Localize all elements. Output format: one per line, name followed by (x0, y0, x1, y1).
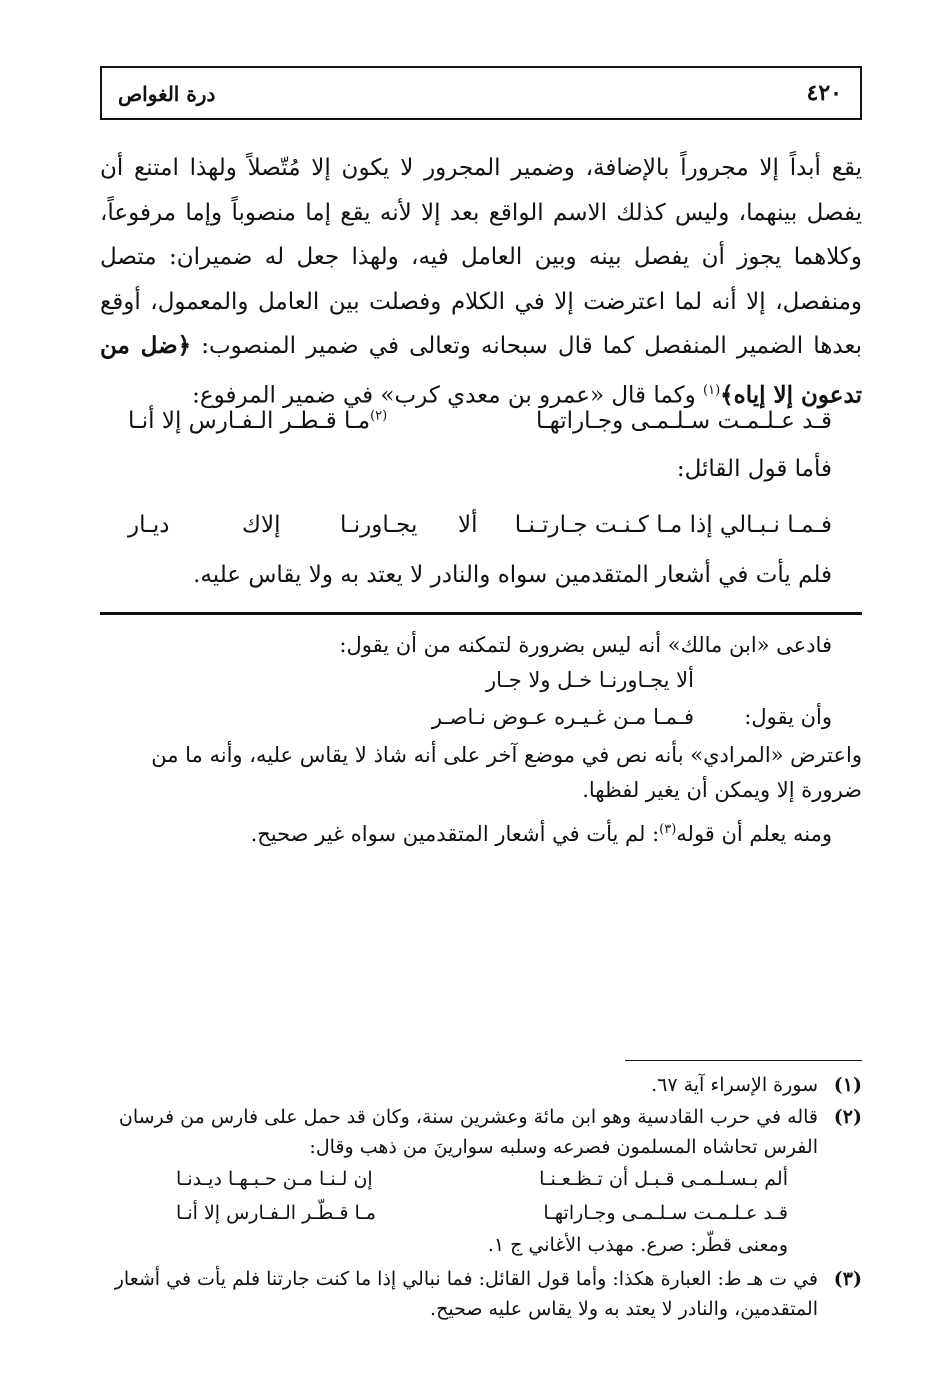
footnote-ref-1: (١) (703, 382, 721, 398)
verse2-word: ديـار (128, 512, 170, 538)
footnote-ref-2: (٢) (370, 408, 388, 424)
paragraph-closing-line: فلم يأت في أشعار المتقدمين سواه والنادر لا يعتد به ولا يقاس عليه. (193, 562, 832, 588)
footnote-mark: (٣) (833, 1268, 862, 1290)
quran-quote: ﴿ضل من تدعون إلا إياه﴾ (100, 332, 862, 409)
paragraph-text: يقع أبداً إلا مجروراً بالإضافة، وضمير المجرور لا يكون إلا مُتّصلاً ولهذا امتنع أن يفصل بينهما، وليس كذلك الاسم الواقع بعد إلا لأنه يقع إما منصوباً وإما مرفوعاً، وكلاهما يجوز أن يفصل بينه وبين العامل فيه، ولهذا جعل له ضميران: متصل ومنفصل، إلا أنه لما اعترضت إلا في الكلام وفصلت بين العامل والمعمول، أوقع بعدها الضمير المنفصل كما قال سبحانه وتعالى في ضمير المنصوب: (100, 155, 862, 360)
note-line: ومنه يعلم أن قوله$^{(٣)}$: لم يأت في أشعار المتقدمين سواه غير صحيح. (250, 822, 832, 846)
running-title: درة الغواص (118, 82, 216, 106)
note-verse: فـمـا مـن غـيـره عـوض نـاصـر (431, 705, 694, 729)
quote-intro: فأما قول القائل: (676, 456, 832, 482)
note-label: وأن يقول: (744, 705, 832, 729)
paragraph-text-end: وكما قال «عمرو بن معدي كرب» في ضمير المرفوع: (192, 382, 696, 409)
footnote-divider (625, 1060, 862, 1061)
page-number: ٤٢٠ (806, 80, 842, 106)
section-divider (100, 612, 862, 615)
main-paragraph (100, 146, 862, 418)
page-header (100, 66, 862, 120)
verse2-first-hemistich: فـمـا نـبـالي إذا مـا كـنـت جـارتـنـا (514, 512, 832, 538)
footnote-text: قاله في حرب القادسية وهو ابن مائة وعشرين سنة، وكان قد حمل على فارس من فرسان الفرس تحاشاه المسلمون فصرعه وسلبه سوارينَ من ذهب وقال: (118, 1106, 818, 1158)
footnote-text: في ت هـ ط: العبارة هكذا: وأما قول القائل: فما نبالي إذا ما كنت جارتنا فلم يأت في أشعار المتقدمين، والنادر لا يعتد به ولا يقاس عليه صحيح. (114, 1268, 818, 1320)
footnote-verse: قـد عـلـمـت سـلـمـى وجـاراتهـا (543, 1202, 788, 1224)
note-verse: ألا يجـاورنـا خـل ولا جـار (486, 668, 694, 692)
verse2-word: يجـاورنـا (340, 512, 418, 538)
footnote-3 (100, 1264, 862, 1324)
verse1-first-hemistich: قـد عـلـمـت سـلـمـى وجـاراتهـا (535, 408, 832, 434)
footnote-1 (100, 1070, 862, 1100)
footnote-verse: ألم بـسـلـمـى قـبـل أن تـظـعـنـا (539, 1168, 788, 1190)
footnote-mark: (٢) (833, 1106, 862, 1128)
verse2-word: إلاك (242, 512, 281, 538)
note-paragraph: واعترض «المرادي» بأنه نص في موضع آخر على أنه شاذ لا يقاس عليه، وأنه ما من ضرورة إلا ويمكن أن يغير لفظها. (151, 743, 862, 802)
footnote-ref-3: (٣) (659, 822, 677, 837)
footnote-2 (100, 1102, 862, 1162)
footnote-mark: (١) (833, 1074, 862, 1096)
footnote-text: ومعنى قطّر: صرع. مهذب الأغاني ج ١. (487, 1234, 788, 1256)
note-line: فادعى «ابن مالك» أنه ليس بضرورة لتمكنه من أن يقول: (339, 633, 832, 657)
footnote-verse: مـا قـطّـر الـفـارس إلا أنـا (176, 1202, 376, 1224)
footnote-text: سورة الإسراء آية ٦٧. (651, 1074, 818, 1096)
footnote-verse: إن لـنـا مـن حـبـهـا ديـدنـا (176, 1168, 373, 1190)
verse2-word: ألا (458, 512, 478, 538)
verse1-second-hemistich: $^{(٢)}$مـا قـطـر الـفـارس إلا أنـا (128, 408, 388, 434)
